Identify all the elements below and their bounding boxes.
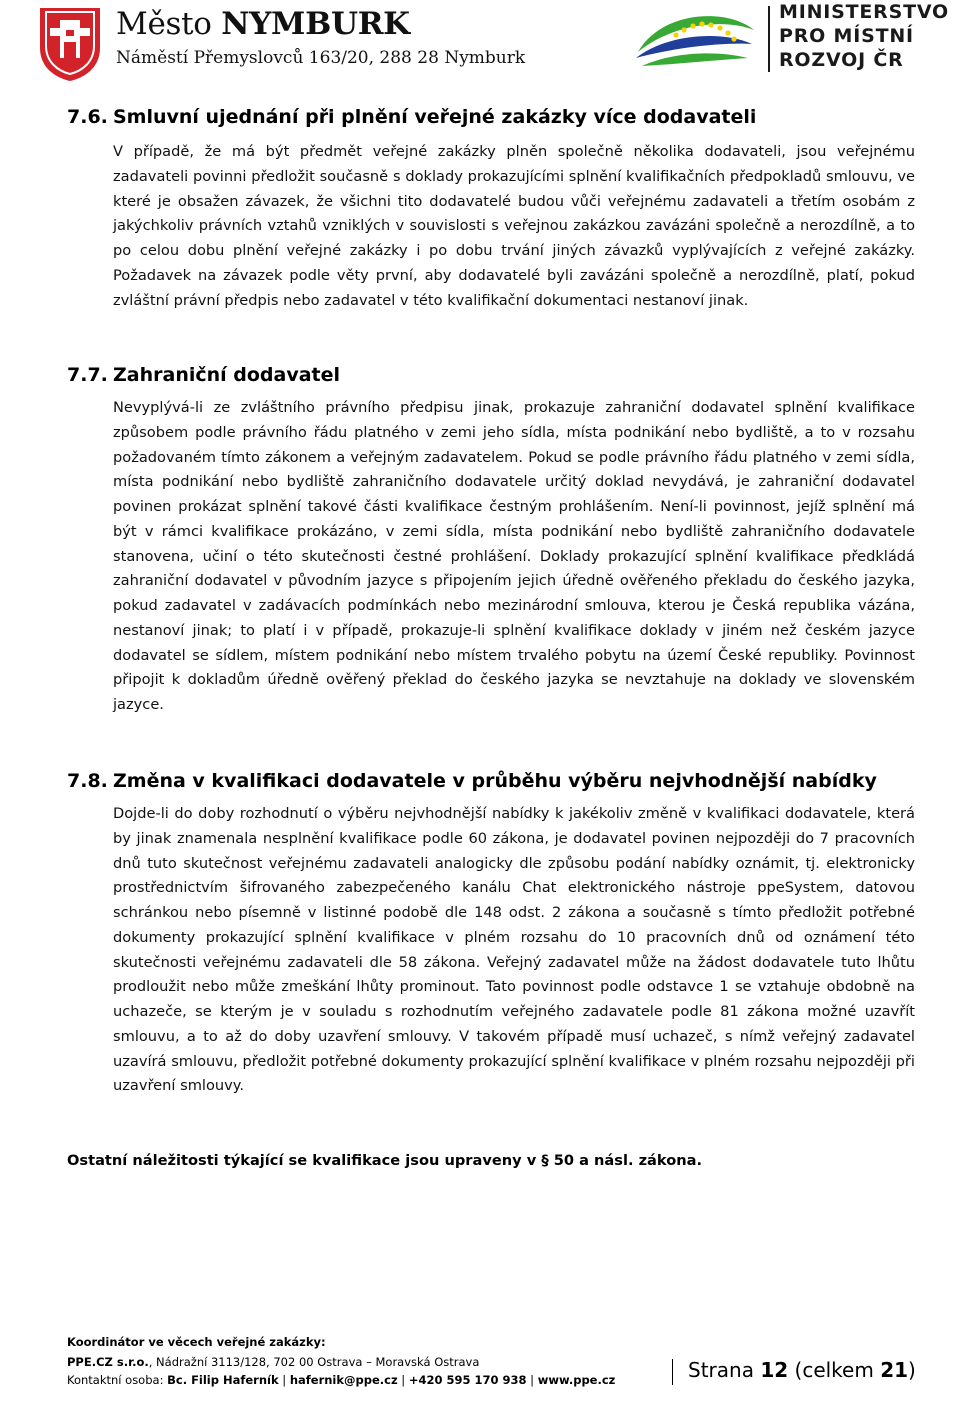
section-heading-7-8: [67, 770, 877, 792]
footer-phone: +420 595 170 938: [408, 1373, 527, 1387]
section-number: 7.8.: [67, 770, 108, 792]
section-title: Smluvní ujednání při plnění veřejné zakázky více dodavateli: [113, 106, 757, 128]
footer-contact: Kontaktní osoba: Bc. Filip Haferník | hafernik@ppe.cz | +420 595 170 938 | www.ppe.cz: [67, 1373, 616, 1387]
footer-company: [67, 1355, 479, 1369]
section-heading-7-6: [67, 106, 756, 128]
section-title: Změna v kvalifikaci dodavatele v průběhu výběru nejvhodnější nabídky: [113, 770, 877, 792]
section-body-7-8: Dojde-li do doby rozhodnutí o výběru nejvhodnější nabídky k jakékoliv změně v kvalifikaci dodavatele, která by jinak znamenala nesplnění kvalifikace podle 60 zákona, je dodavatel povinen nejpozději do 7 pracovních dnů tuto skutečnost veřejnému zadavateli analogicky dle způsobu podání nabídky oznámit, tj. elektronicky prostřednictvím šifrovaného zabezpečeného kanálu Chat elektronického nástroje ppeSystem, datovou schránkou nebo písemně v listinné podobě dle 148 odst. 2 zákona a současně s tímto předložit potřebné dokumenty prokazující splnění kvalifikace v plném rozsahu do 10 pracovních dnů od oznámení této skutečnosti veřejnému zadavateli dle 58 zákona. Veřejný zadavatel může na žádost dodavatele tuto lhůtu prodloužit nebo může zmeškání lhůty prominout. Tato povinnost podle odstavce 1 se vztahuje obdobně na uchazeče, se kterým je v souladu s rozhodnutím veřejného zadavatele podle 81 zákona možné uzavřít smlouvu, a to až do doby uzavření smlouvy. V takovém případě musí uchazeč, s nímž veřejný zadavatel uzavírá smlouvu, předložit potřebné dokumenty prokazující splnění kvalifikace v plném rozsahu nejpozději při uzavření smlouvy.: [113, 805, 915, 1095]
footer-web-link[interactable]: www.ppe.cz: [537, 1373, 616, 1387]
footer-contact-name: Bc. Filip Haferník: [167, 1373, 279, 1387]
section-body-7-6: V případě, že má být předmět veřejné zakázky plněn společně několika dodavateli, jsou veřejnému zadavateli povinni předložit současně s doklady prokazujícími splnění kvalifikačních předpokladů smlouvu, ve které je obsažen závazek, že všichni tito dodavatelé budou vůči veřejnému zadavateli a třetím osobám z jakýchkoliv právních vztahů vzniklých v souvislosti s veřejnou zakázkou zavázáni společně a nerozdílně, a to po celou dobu plnění veřejné zakázky i po dobu trvání jiných závazků vyplývajících z veřejné zakázky. Požadavek na závazek podle věty první, aby dodavatelé byli zavázáni společně a nerozdílně, platí, pokud zvláštní právní předpis nebo zadavatel v této kvalifikační dokumentaci nestanoví jinak.: [113, 143, 915, 309]
city-address: Náměstí Přemyslovců 163/20, 288 28 Nymburk: [116, 48, 526, 68]
ministry-logo-text: MINISTERSTVO PRO MÍSTNÍ ROZVOJ ČR: [779, 1, 949, 71]
footer-company-address: , Nádražní 3113/128, 702 00 Ostrava – Moravská Ostrava: [148, 1355, 480, 1369]
footer-coordinator-label: Koordinátor ve věcech veřejné zakázky:: [67, 1335, 326, 1349]
section-title: Zahraniční dodavatel: [113, 364, 341, 386]
section-number: 7.6.: [67, 106, 108, 128]
page-number: Strana 12 (celkem 21): [688, 1358, 916, 1382]
city-crest-icon: [38, 6, 102, 82]
section-body-7-7: Nevyplývá-li ze zvláštního právního předpisu jinak, prokazuje zahraniční dodavatel splnění kvalifikace způsobem podle právního řádu platného v zemi jeho sídla, místa podnikání nebo bydliště, a to v rozsahu požadovaném tímto zákonem a veřejným zadavatelem. Pokud se podle právního řádu platného v zemi sídla, místa podnikání nebo bydliště zahraničního dodavatele určitý doklad nevydává, je zahraniční dodavatel povinen prokázat splnění takové části kvalifikace čestným prohlášením. Není-li povinnost, jejíž splnění má být v rámci kvalifikace prokázáno, v zemi sídla, místa podnikání nebo bydliště zahraničního dodavatele stanovena, učiní o této skutečnosti čestné prohlášení. Doklady prokazující splnění kvalifikace předkládá zahraniční dodavatel v původním jazyce s připojením jejich úředně ověřeného překladu do českého jazyka, pokud zadavatel v zadávacích podmínkách nebo mezinárodní smlouva, kterou je Česká republika vázána, nestanoví jinak; to platí i v případě, prokazuje-li splnění kvalifikace doklady v jiném než českém jazyce dodavatel se sídlem, místem podnikání nebo místem trvalého pobytu na území České republiky. Povinnost připojit k dokladům úředně ověřený překlad do českého jazyka se nevztahuje na doklady ve slovenském jazyce.: [113, 399, 915, 713]
footer-company-name: PPE.CZ s.r.o.: [67, 1355, 149, 1369]
eu-funds-logo-icon: [632, 8, 758, 72]
document-header: [0, 0, 960, 90]
footer-email-link[interactable]: hafernik@ppe.cz: [289, 1373, 398, 1387]
closing-note: Ostatní náležitosti týkající se kvalifikace jsou upraveny v § 50 a násl. zákona.: [67, 1152, 703, 1169]
section-heading-7-7: [67, 364, 340, 386]
page-number-divider: [672, 1359, 673, 1385]
ministry-divider: [768, 6, 770, 72]
section-number: 7.7.: [67, 364, 108, 386]
city-name: Město NYMBURK: [116, 6, 410, 42]
